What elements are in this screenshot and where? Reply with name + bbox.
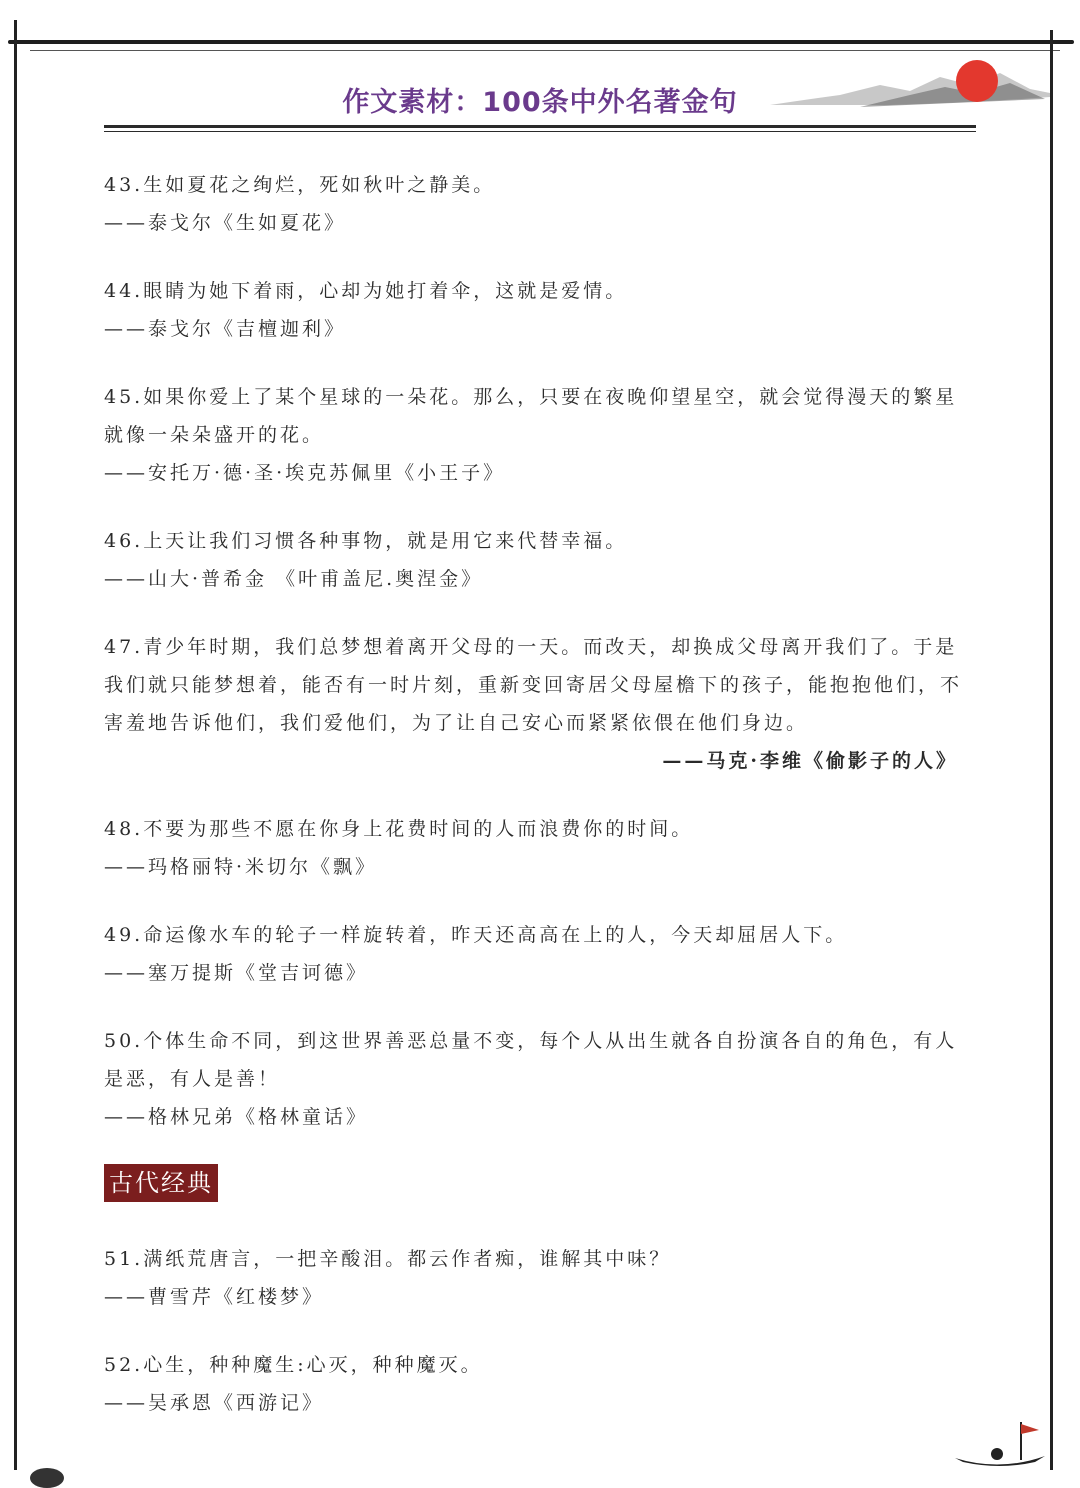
quote-text-line: 我们就只能梦想着，能否有一时片刻，重新变回寄居父母屋檐下的孩子，能抱抱他们，不 [104, 674, 963, 696]
quote-text-line: 47.青少年时期，我们总梦想着离开父母的一天。而改天，却换成父母离开我们了。于是 [104, 636, 958, 658]
quote-text-line: 就像一朵朵盛开的花。 [104, 424, 325, 446]
frame-right-border [1050, 30, 1053, 1470]
quote-text-line: 51.满纸荒唐言，一把辛酸泪。都云作者痴，谁解其中味？ [104, 1248, 672, 1270]
quote-text-line: 44.眼睛为她下着雨，心却为她打着伞，这就是爱情。 [104, 280, 628, 302]
quote-text-line: 50.个体生命不同，到这世界善恶总量不变，每个人从出生就各自扮演各自的角色，有人 [104, 1030, 958, 1052]
quote-list [104, 166, 976, 1452]
quote-entry [104, 272, 976, 348]
quote-entry [104, 628, 976, 780]
quote-source: ——泰戈尔《吉檀迦利》 [104, 318, 347, 340]
quote-text-line: 49.命运像水车的轮子一样旋转着，昨天还高高在上的人，今天却屈居人下。 [104, 924, 848, 946]
quote-source: ——玛格丽特·米切尔《飘》 [104, 856, 378, 878]
title-underline [104, 125, 976, 128]
quote-entry [104, 810, 976, 886]
quote-entry [104, 166, 976, 242]
frame-top-border [8, 40, 1074, 44]
quote-text-line: 46.上天让我们习惯各种事物，就是用它来代替幸福。 [104, 530, 628, 552]
ancient-quotes-section [104, 1240, 976, 1422]
quote-source: ——泰戈尔《生如夏花》 [104, 212, 347, 234]
quote-entry [104, 378, 976, 492]
frame-left-border [14, 20, 17, 1470]
frame-top-thin-border [30, 50, 1060, 51]
quote-source: ——格林兄弟《格林童话》 [104, 1106, 369, 1128]
quote-source: ——吴承恩《西游记》 [104, 1392, 325, 1414]
quote-source: ——塞万提斯《堂吉诃德》 [104, 962, 369, 984]
quote-entry [104, 916, 976, 992]
quote-source: ——曹雪芹《红楼梦》 [104, 1286, 325, 1308]
quote-source: ——马克·李维《偷影子的人》 [662, 750, 958, 772]
quote-text-line: 是恶，有人是善！ [104, 1068, 281, 1090]
section-label-ancient: 古代经典 [104, 1164, 218, 1202]
quote-entry [104, 1022, 976, 1136]
page-title: 作文素材：100条中外名著金句 [342, 87, 738, 118]
quote-entry [104, 1346, 976, 1422]
quote-text-line: 45.如果你爱上了某个星球的一朵花。那么，只要在夜晚仰望星空，就会觉得漫天的繁星 [104, 386, 958, 408]
quote-entry [104, 1240, 976, 1316]
quote-text-line: 43.生如夏花之绚烂，死如秋叶之静美。 [104, 174, 496, 196]
quote-source: ——山大·普希金 《叶甫盖尼.奥涅金》 [104, 568, 484, 590]
quote-text-line: 52.心生，种种魔生:心灭，种种魔灭。 [104, 1354, 483, 1376]
title-underline-thin [104, 131, 976, 132]
modern-quotes-section [104, 166, 976, 1136]
ink-blot-decoration [30, 1468, 64, 1488]
quote-source: ——安托万·德·圣·埃克苏佩里《小王子》 [104, 462, 506, 484]
quote-text-line: 48.不要为那些不愿在你身上花费时间的人而浪费你的时间。 [104, 818, 694, 840]
boat-icon [955, 1420, 1045, 1475]
quote-text-line: 害羞地告诉他们，我们爱他们，为了让自己安心而紧紧依偎在他们身边。 [104, 712, 809, 734]
quote-entry [104, 522, 976, 598]
